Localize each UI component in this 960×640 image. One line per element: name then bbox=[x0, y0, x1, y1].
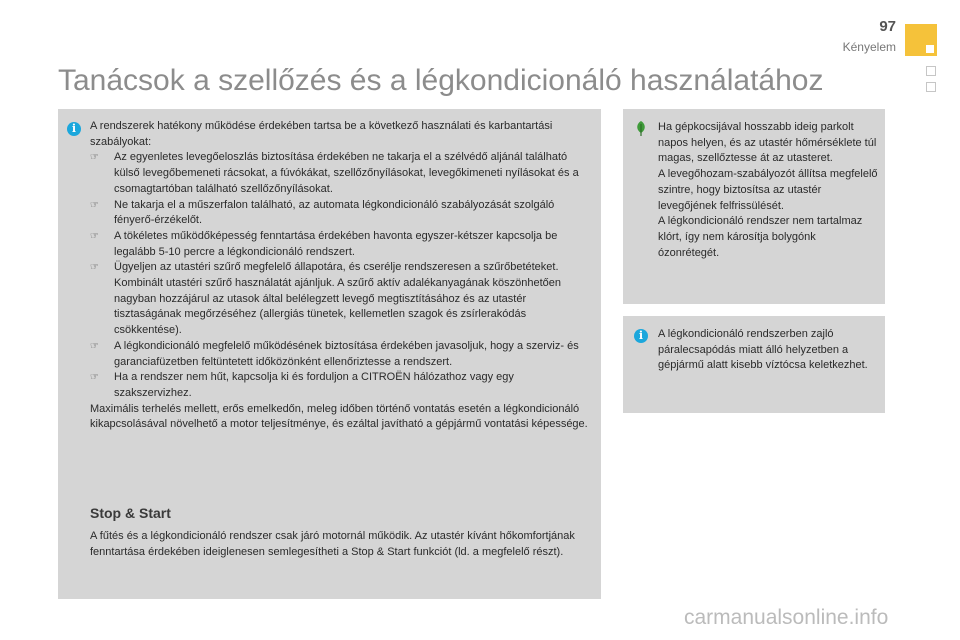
info-text: A légkondicionáló rendszerben zajló páralecsapódás miatt álló helyzetben a gépjármű alatt kisebb víztócsa keletkezhet. bbox=[658, 328, 868, 372]
intro-text: A rendszerek hatékony működése érdekében tartsa be a következő használati és karbantartási szabályokat: bbox=[90, 120, 553, 148]
list-item bbox=[90, 370, 590, 401]
tab-marker bbox=[926, 45, 934, 53]
bullet-icon: ☞ bbox=[90, 372, 99, 384]
section-tab[interactable] bbox=[926, 82, 936, 92]
bullet-text: Ügyeljen az utastéri szűrő megfelelő állapotára, és cserélje rendszeresen a szűrőbetéteket. bbox=[114, 261, 559, 274]
eco-text bbox=[658, 120, 878, 261]
section-name: Kényelem bbox=[842, 40, 896, 54]
info-panel bbox=[623, 316, 885, 413]
bullet-icon: ☞ bbox=[90, 230, 99, 242]
page-title: Tanácsok a szellőzés és a légkondicionáló használatához bbox=[58, 64, 824, 97]
bullet-text: A légkondicionáló megfelelő működésének biztosítása érdekében javasoljuk, hogy a szerviz- és garanciafüzetben feltüntetett időközönként ellenőriztesse a rendszert. bbox=[114, 339, 579, 368]
main-text bbox=[90, 119, 590, 433]
list-item bbox=[90, 260, 590, 339]
watermark: carmanualsonline.info bbox=[684, 606, 889, 629]
bullet-text: Ha a rendszer nem hűt, kapcsolja ki és forduljon a CITROËN hálózathoz vagy egy szakszervizhez. bbox=[114, 371, 514, 399]
info-icon: i bbox=[634, 329, 648, 343]
info-icon: i bbox=[67, 122, 81, 136]
closing-text: Maximális terhelés mellett, erős emelkedőn, meleg időben történő vontatás esetén a légkondicionáló kikapcsolásával növelhető a motor teljesítménye, és ezáltal javítható a gépjármű vontatási képessége. bbox=[90, 402, 588, 431]
bullet-list bbox=[90, 150, 590, 401]
list-item bbox=[90, 229, 590, 260]
leaf-icon bbox=[635, 120, 647, 136]
stop-start-text: A fűtés és a légkondicionáló rendszer csak járó motornál működik. Az utastér kívánt hőkomfortjának fenntartása érdekében ideiglenesen semlegesítheti a Stop & Start funkciót (ld. a megfelelő részt). bbox=[90, 530, 575, 558]
list-item bbox=[90, 339, 590, 370]
bullet-text: A tökéletes működőképesség fenntartása érdekében havonta egyszer-kétszer kapcsolja be legalább 5-10 percre a légkondicionáló rendszert. bbox=[114, 229, 558, 258]
eco-paragraph: Ha gépkocsijával hosszabb ideig parkolt napos helyen, és az utastér hőmérséklete túl magas, szellőztesse át az utasteret. bbox=[658, 121, 877, 165]
page-number: 97 bbox=[879, 18, 896, 35]
list-item bbox=[90, 198, 590, 229]
section-tab[interactable] bbox=[926, 66, 936, 76]
bullet-text: Az egyenletes levegőeloszlás biztosítása érdekében ne takarja el a szélvédő aljánál található külső levegőbemeneti rácsokat, a fúvókákat, szellőzőnyílásokat, levegőkimeneti nyílásokat és a csomagtartóban található szellőzőnyílásokat. bbox=[114, 151, 579, 195]
main-panel bbox=[58, 109, 601, 599]
bullet-icon: ☞ bbox=[90, 199, 99, 211]
eco-paragraph: A légkondicionáló rendszer nem tartalmaz klórt, így nem károsítja bolygónk ózonrétegét. bbox=[658, 215, 863, 259]
bullet-text: Ne takarja el a műszerfalon található, az automata légkondicionáló szabályozását szolgáló fényerő-érzékelőt. bbox=[114, 198, 555, 227]
list-item bbox=[90, 150, 590, 197]
bullet-icon: ☞ bbox=[90, 262, 99, 274]
bullet-icon: ☞ bbox=[90, 152, 99, 164]
stop-start-heading: Stop & Start bbox=[90, 505, 171, 521]
eco-panel bbox=[623, 109, 885, 304]
section-tab-active[interactable] bbox=[905, 24, 937, 56]
bullet-icon: ☞ bbox=[90, 340, 99, 352]
filter-note: Kombinált utastéri szűrő használatát ajánljuk. A szűrő aktív adalékanyagának köszönhetően nagyban hozzájárul az utasok által belélegzett levegő megtisztításához és az utastér tisztaságának megőrzéséhez (allergiás tünetek, kellemetlen szagok és zsírlerakódás csökkentése). bbox=[114, 277, 561, 337]
eco-paragraph: A levegőhozam-szabályozót állítsa megfelelő szintre, hogy biztosítsa az utastér levegőjének felfrissülését. bbox=[658, 168, 878, 212]
